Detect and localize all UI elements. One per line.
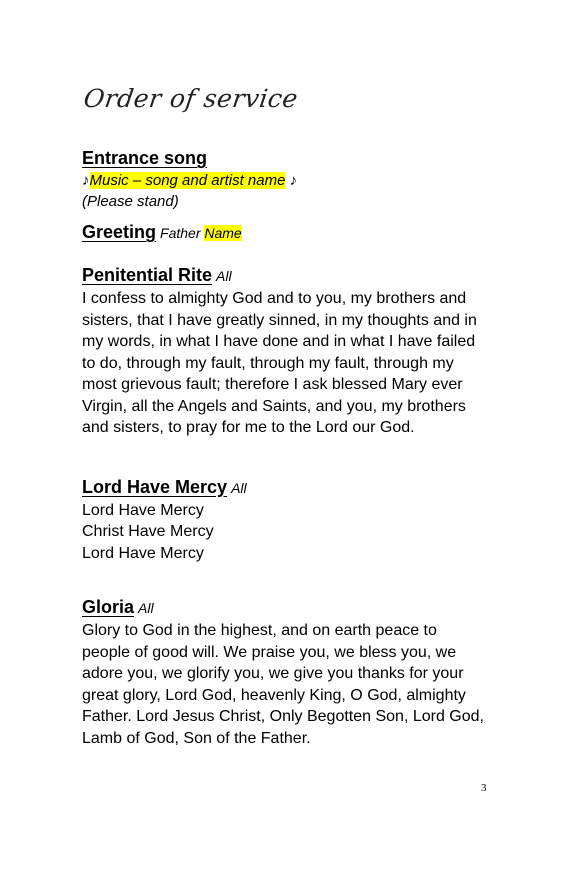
greeting-heading bbox=[82, 220, 502, 245]
order-of-service-content bbox=[82, 146, 502, 749]
text-line: and sisters, to pray for me to the Lord our God. bbox=[82, 419, 415, 436]
section-greeting bbox=[82, 220, 502, 245]
stand-instruction: (Please stand) bbox=[82, 193, 179, 210]
gloria-who: All bbox=[138, 600, 154, 616]
text-line: Virgin, all the Angels and Saints, and you, my brothers bbox=[82, 397, 466, 415]
greeting-by-label: Father bbox=[160, 225, 201, 241]
text-line: Glory to God in the highest, and on earth peace to bbox=[82, 622, 437, 639]
gloria-heading bbox=[82, 595, 502, 620]
text-line: Father. Lord Jesus Christ, Only Begotten Son, Lord God, bbox=[82, 708, 484, 725]
section-gloria bbox=[82, 595, 502, 749]
section-penitential-rite bbox=[82, 263, 502, 439]
mercy-line: Lord Have Mercy bbox=[82, 501, 204, 519]
music-note-icon: ♪ bbox=[289, 172, 298, 189]
mercy-heading bbox=[82, 475, 502, 500]
section-lord-have-mercy bbox=[82, 475, 502, 565]
mercy-line: Christ Have Mercy bbox=[82, 523, 214, 540]
text-line: adore you, we glorify you, we give you thanks for your bbox=[82, 665, 464, 682]
text-line: my words, in what I have done and in what I have failed bbox=[82, 333, 476, 350]
text-line: great glory, Lord God, heavenly King, O God, almighty bbox=[82, 686, 466, 704]
penitential-text bbox=[82, 288, 502, 439]
penitential-heading bbox=[82, 263, 502, 288]
music-placeholder: Music – song and artist name bbox=[89, 172, 286, 189]
page-number: 3 bbox=[481, 782, 487, 794]
page-title: Order of service bbox=[81, 84, 300, 113]
mercy-who: All bbox=[231, 479, 247, 496]
text-line: sisters, that I have greatly sinned, in my thoughts and in bbox=[82, 311, 477, 329]
greeting-heading-text: Greeting bbox=[82, 222, 157, 242]
text-line: I confess to almighty God and to you, my brothers and bbox=[82, 290, 467, 307]
entrance-song-heading: Entrance song bbox=[82, 148, 208, 168]
penitential-who: All bbox=[216, 268, 232, 284]
music-note-icon: ♪ bbox=[82, 172, 90, 189]
music-line bbox=[82, 170, 502, 191]
text-line: people of good will. We praise you, we bless you, we bbox=[82, 643, 457, 661]
text-line: Lamb of God, Son of the Father. bbox=[82, 729, 311, 747]
mercy-heading-text: Lord Have Mercy bbox=[82, 476, 228, 497]
mercy-line: Lord Have Mercy bbox=[82, 544, 204, 562]
text-line: most grievous fault; therefore I ask blessed Mary ever bbox=[82, 376, 463, 393]
gloria-heading-text: Gloria bbox=[82, 597, 135, 617]
section-entrance-song bbox=[82, 146, 502, 212]
gloria-text bbox=[82, 620, 502, 749]
penitential-heading-text: Penitential Rite bbox=[82, 265, 213, 285]
greeting-by bbox=[160, 221, 242, 245]
greeting-name-placeholder: Name bbox=[204, 225, 242, 241]
text-line: to do, through my fault, through my fault, through my bbox=[82, 354, 454, 372]
